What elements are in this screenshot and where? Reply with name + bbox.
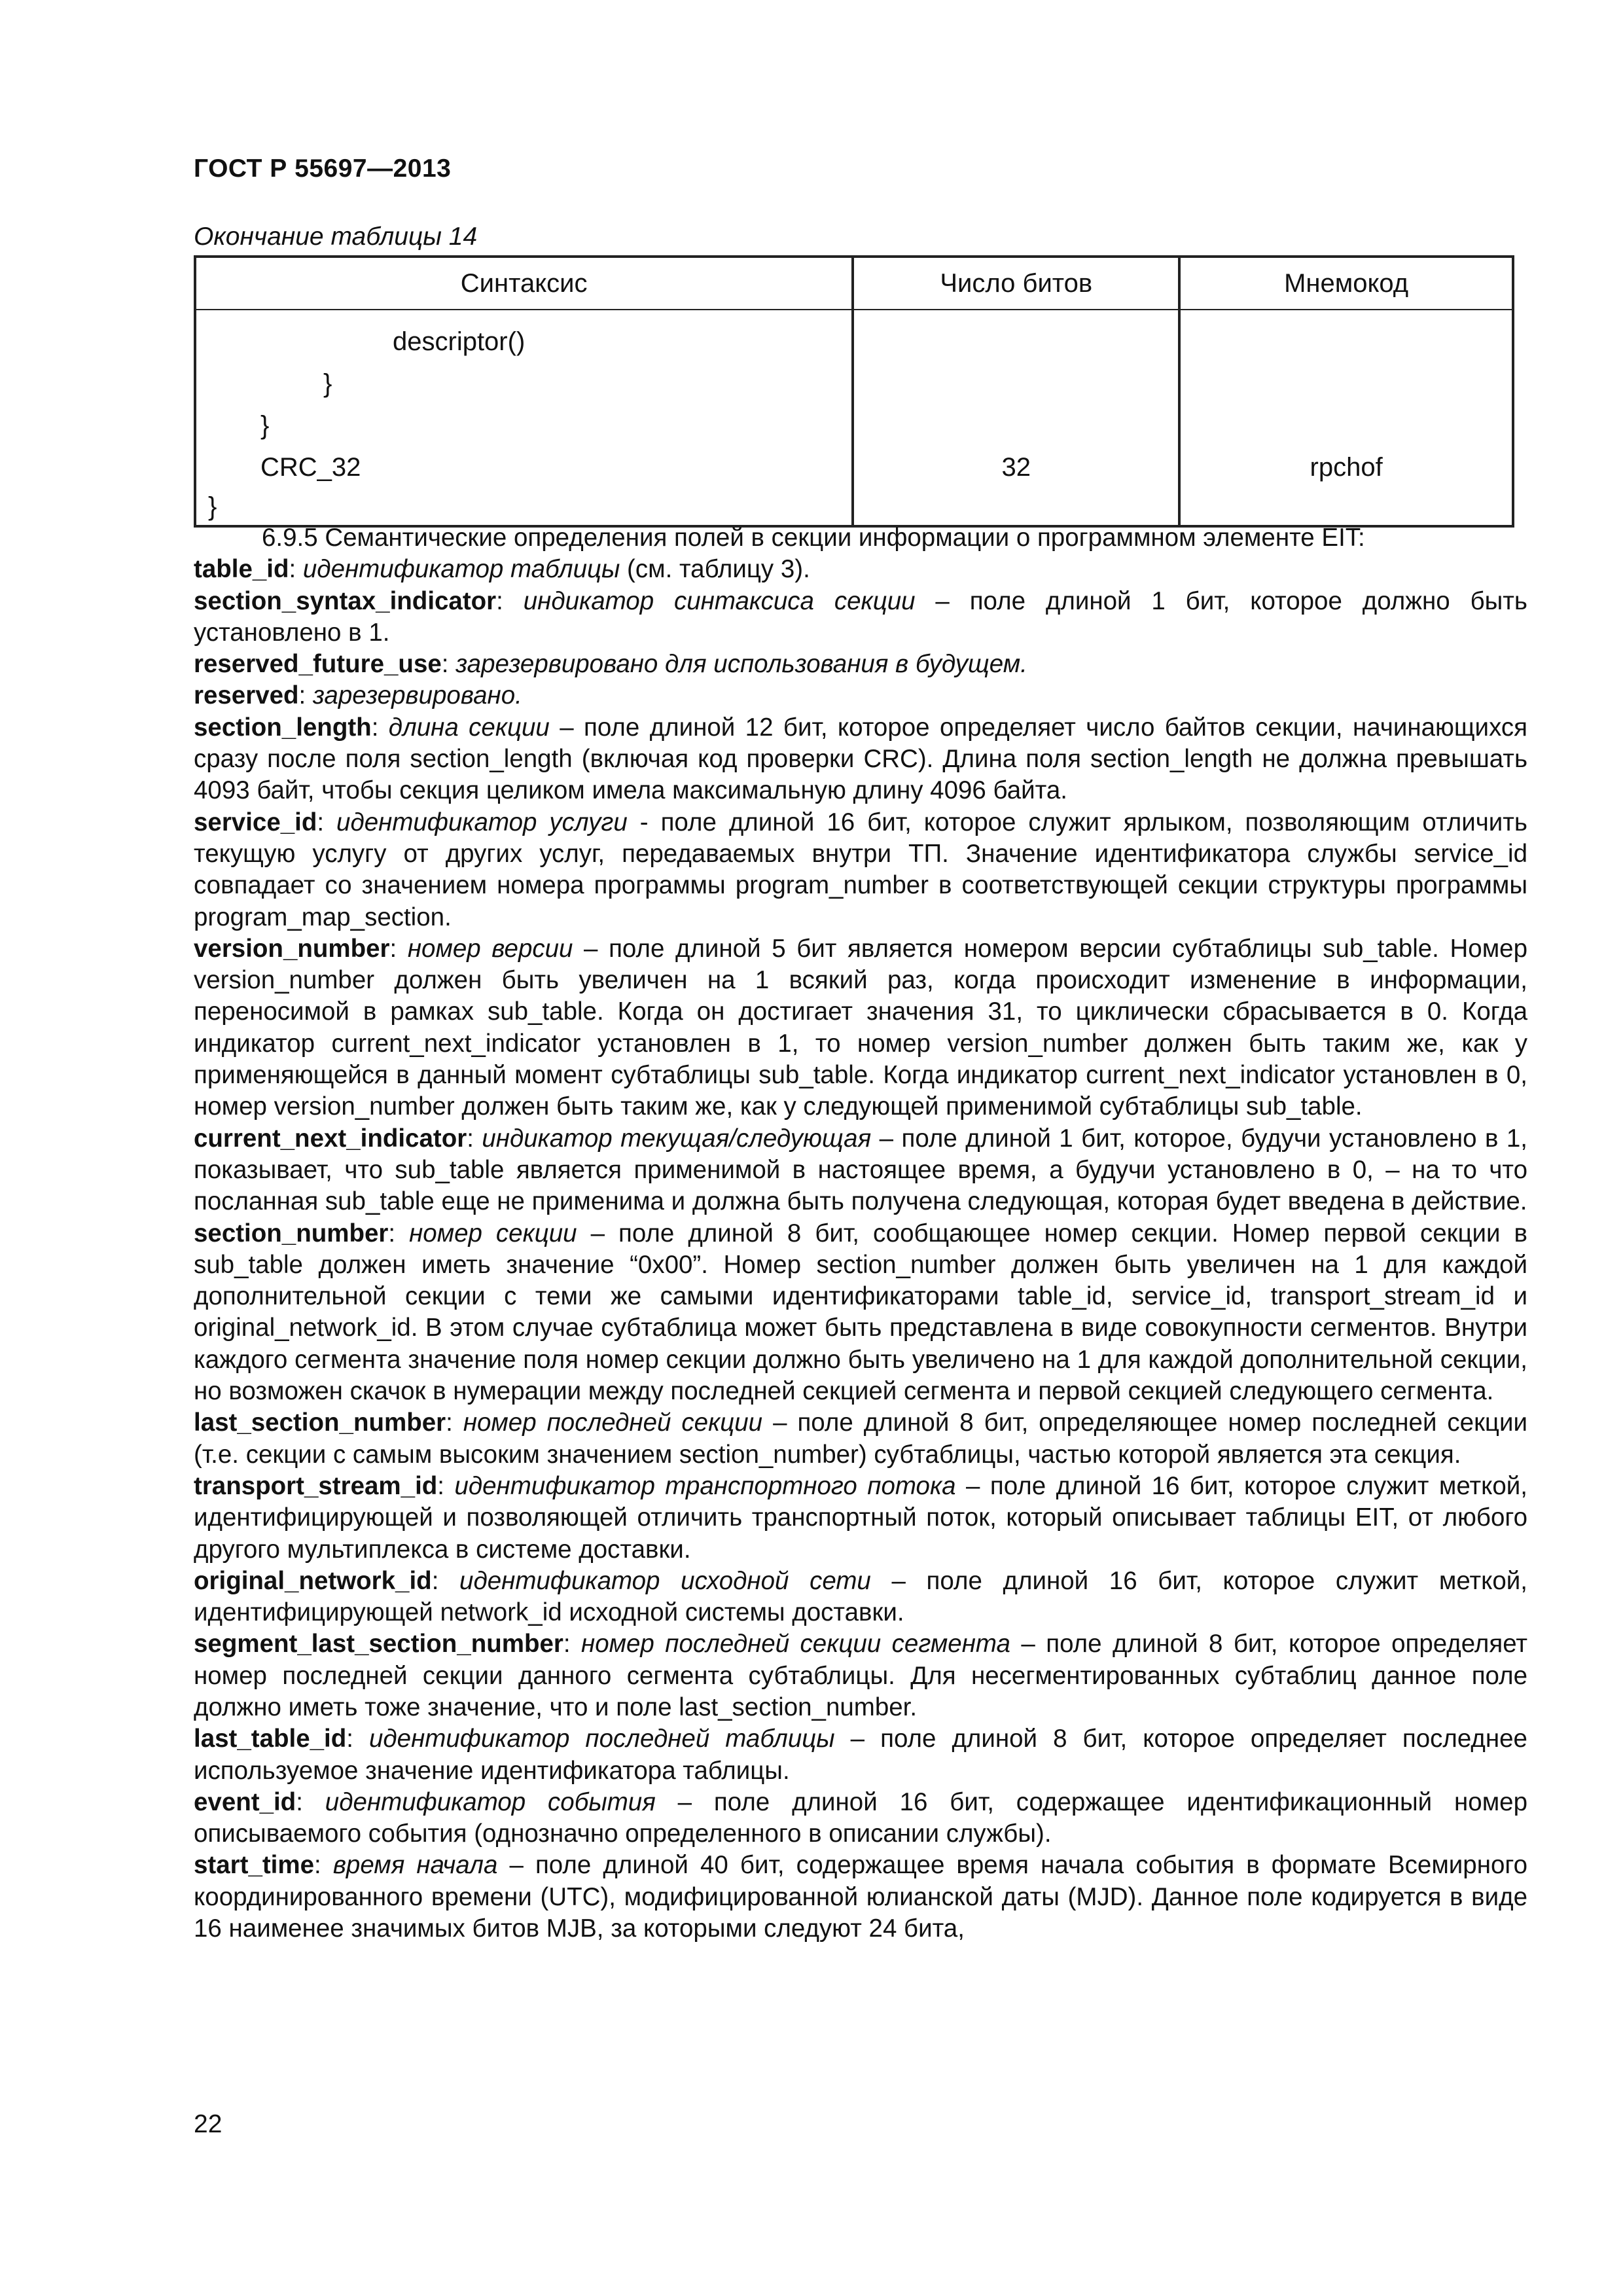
field-separator: : — [317, 808, 337, 836]
syntax-line: CRC_32 — [260, 453, 361, 482]
field-separator: : — [346, 1725, 369, 1753]
field-definition — [194, 1407, 1527, 1471]
field-separator: : — [298, 681, 313, 710]
document-header: ГОСТ Р 55697—2013 — [194, 154, 452, 183]
field-separator: : — [437, 1471, 455, 1500]
table-caption: Окончание таблицы 14 — [194, 223, 478, 251]
field-name: current_next_indicator — [194, 1124, 467, 1153]
field-description: – поле длиной 8 бит, определяющее номер последней секции (т.е. секции с самым высоким значением section_number) субтаблицы, частью которой является эта секция. — [194, 1408, 1527, 1469]
field-name: section_length — [194, 713, 372, 742]
field-separator: : — [289, 555, 303, 584]
field-title: индикатор синтаксиса секции — [523, 586, 916, 615]
field-name: version_number — [194, 934, 390, 963]
field-description: (см. таблицу 3). — [620, 555, 810, 584]
field-name: reserved — [194, 681, 299, 710]
field-definition — [194, 1850, 1527, 1945]
field-description: – поле длиной 16 бит, содержащее идентификационный номер описываемого события (однозначно определенного в описании службы). — [194, 1787, 1527, 1848]
field-title: идентификатор исходной сети — [459, 1566, 871, 1595]
field-title: номер секции — [409, 1219, 577, 1247]
field-definition — [194, 1787, 1527, 1850]
field-description: – поле длиной 8 бит, которое определяет последнее используемое значение идентификатора таблицы. — [194, 1725, 1527, 1785]
field-separator: : — [467, 1124, 482, 1153]
field-description: – поле длиной 16 бит, которое служит меткой, идентифицирующей network_id исходной системы доставки. — [194, 1566, 1527, 1627]
field-definition — [194, 1723, 1527, 1787]
field-definition — [194, 1566, 1527, 1629]
field-name: table_id — [194, 555, 289, 584]
field-description: – поле длиной 1 бит, которое должно быть установлено в 1. — [194, 586, 1527, 647]
semantic-definitions — [194, 522, 1527, 1945]
field-separator: : — [314, 1851, 333, 1880]
field-definition — [194, 1471, 1527, 1566]
table-header-row — [195, 257, 1513, 310]
field-description: – поле длиной 12 бит, которое определяет число байтов секции, начинающихся сразу после поля section_length (включая код проверки CRC). Длина поля section_length не должна превышать 4093 байт, чтобы секция целиком имела максимальную длину 4096 байта. — [194, 713, 1527, 805]
field-name: transport_stream_id — [194, 1471, 438, 1500]
field-definition — [194, 680, 1527, 711]
table-body-row — [195, 315, 1513, 526]
field-description: - поле длиной 16 бит, которое служит ярлыком, позволяющим отличить текущую услугу от других услуг, передаваемых внутри ТП. Значение идентификатора службы service_id совпадает со значением номера программы program_number в соответствующей секции структуры программы program_map_section. — [194, 808, 1527, 931]
syntax-line: } — [260, 411, 270, 440]
column-header-mnemonic: Мнемокод — [1179, 257, 1513, 310]
field-description: – поле длиной 1 бит, которое, будучи установлено в 1, показывает, что sub_table является применимой в настоящее время, а будучи установлено в 0, – на то что посланная sub_table еще не применима и должна быть получена следующая, которая будет введена в действие. — [194, 1124, 1527, 1216]
field-definition — [194, 1123, 1527, 1218]
field-name: segment_last_section_number — [194, 1630, 563, 1659]
section-heading: 6.9.5 Семантические определения полей в секции информации о программном элементе EIT: — [262, 524, 1365, 552]
field-description: – поле длиной 40 бит, содержащее время начала события в формате Всемирного координированного времени (UTC), модифицированной юлианской даты (MJD). Данное поле кодируется в виде 16 наименее значимых битов MJB, за которыми следуют 24 бита, — [194, 1851, 1527, 1943]
field-definitions — [194, 554, 1527, 1945]
bits-cell — [853, 315, 1179, 526]
column-header-bits: Число битов — [853, 257, 1179, 310]
field-title: длина секции — [388, 713, 550, 742]
field-definition — [194, 712, 1527, 807]
field-separator: : — [496, 586, 524, 615]
field-name: start_time — [194, 1851, 315, 1880]
field-name: reserved_future_use — [194, 650, 442, 679]
field-definition — [194, 1628, 1527, 1723]
field-title: идентификатор транспортного потока — [454, 1471, 956, 1500]
field-title: номер последней секции — [463, 1408, 763, 1437]
syntax-line: } — [323, 369, 332, 398]
syntax-table — [194, 255, 1514, 528]
field-title: время начала — [332, 1851, 498, 1880]
field-definition — [194, 586, 1527, 649]
field-definition — [194, 649, 1527, 680]
syntax-line: } — [208, 492, 217, 521]
field-separator: : — [563, 1630, 582, 1659]
page-number: 22 — [194, 2110, 223, 2138]
field-separator: : — [446, 1408, 463, 1437]
field-separator: : — [296, 1787, 325, 1816]
field-title: номер версии — [407, 934, 573, 963]
field-title: идентификатор последней таблицы — [368, 1725, 835, 1753]
field-title: идентификатор услуги — [336, 808, 628, 836]
field-description: – поле длиной 8 бит, сообщающее номер секции. Номер первой секции в sub_table должен иметь значение “0x00”. Номер section_number должен быть увеличен на 1 для каждой дополнительной секции с теми же самыми идентификаторами table_id, service_id, transport_stream_id и original_network_id. В этом случае субтаблица может быть представлена в виде совокупности сегментов. Внутри каждого сегмента значение поля номер секции должно быть увеличено на 1 для каждой дополнительной секции, но возможен скачок в нумерации между последней секцией сегмента и первой секцией следующего сегмента. — [194, 1219, 1527, 1406]
field-title: номер последней секции сегмента — [581, 1630, 1010, 1659]
field-separator: : — [389, 934, 408, 963]
field-definition — [194, 807, 1527, 933]
field-separator: : — [431, 1566, 460, 1595]
field-definition — [194, 933, 1527, 1123]
field-name: service_id — [194, 808, 317, 836]
crc-bits-value: 32 — [1001, 453, 1031, 482]
field-title: индикатор текущая/следующая — [482, 1124, 872, 1153]
field-title: идентификатор таблицы — [302, 555, 620, 584]
mnemonic-cell — [1179, 315, 1513, 526]
field-definition — [194, 1218, 1527, 1408]
syntax-cell — [195, 315, 853, 526]
field-name: last_table_id — [194, 1725, 347, 1753]
field-separator: : — [441, 650, 456, 679]
field-name: section_syntax_indicator — [194, 586, 497, 615]
field-name: section_number — [194, 1219, 389, 1247]
column-header-syntax: Синтаксис — [195, 257, 853, 310]
field-title: зарезервировано. — [312, 681, 522, 710]
field-name: original_network_id — [194, 1566, 432, 1595]
field-description: – поле длиной 16 бит, которое служит меткой, идентифицирующей и позволяющей отличить транспортный поток, который описывает таблицы EIT, от любого другого мультиплекса в системе доставки. — [194, 1471, 1527, 1564]
field-description: – поле длиной 8 бит, которое определяет номер последней секции данного сегмента субтаблицы. Для несегментированных субтаблиц данное поле должно иметь тоже значение, что и поле last_section_number. — [194, 1630, 1527, 1721]
crc-mnemonic-value: rpchof — [1310, 453, 1383, 482]
field-description: – поле длиной 5 бит является номером версии субтаблицы sub_table. Номер version_number должен быть увеличен на 1 всякий раз, когда происходит изменение в информации, переносимой в рамках sub_table. Когда он достигает значения 31, то циклически сбрасывается в 0. Когда индикатор current_next_indicator установлен в 1, то номер version_number должен быть таким же, как у применяющейся в данный момент субтаблицы sub_table. Когда индикатор current_next_indicator установлен в 0, номер version_number должен быть таким же, как у следующей применимой субтаблицы sub_table. — [194, 934, 1527, 1121]
field-title: зарезервировано для использования в будущем. — [455, 650, 1027, 679]
field-title: идентификатор события — [325, 1787, 656, 1816]
field-definition — [194, 554, 1527, 585]
field-separator: : — [371, 713, 389, 742]
field-name: last_section_number — [194, 1408, 446, 1437]
field-separator: : — [388, 1219, 410, 1247]
syntax-line: descriptor() — [393, 327, 526, 356]
field-name: event_id — [194, 1787, 296, 1816]
